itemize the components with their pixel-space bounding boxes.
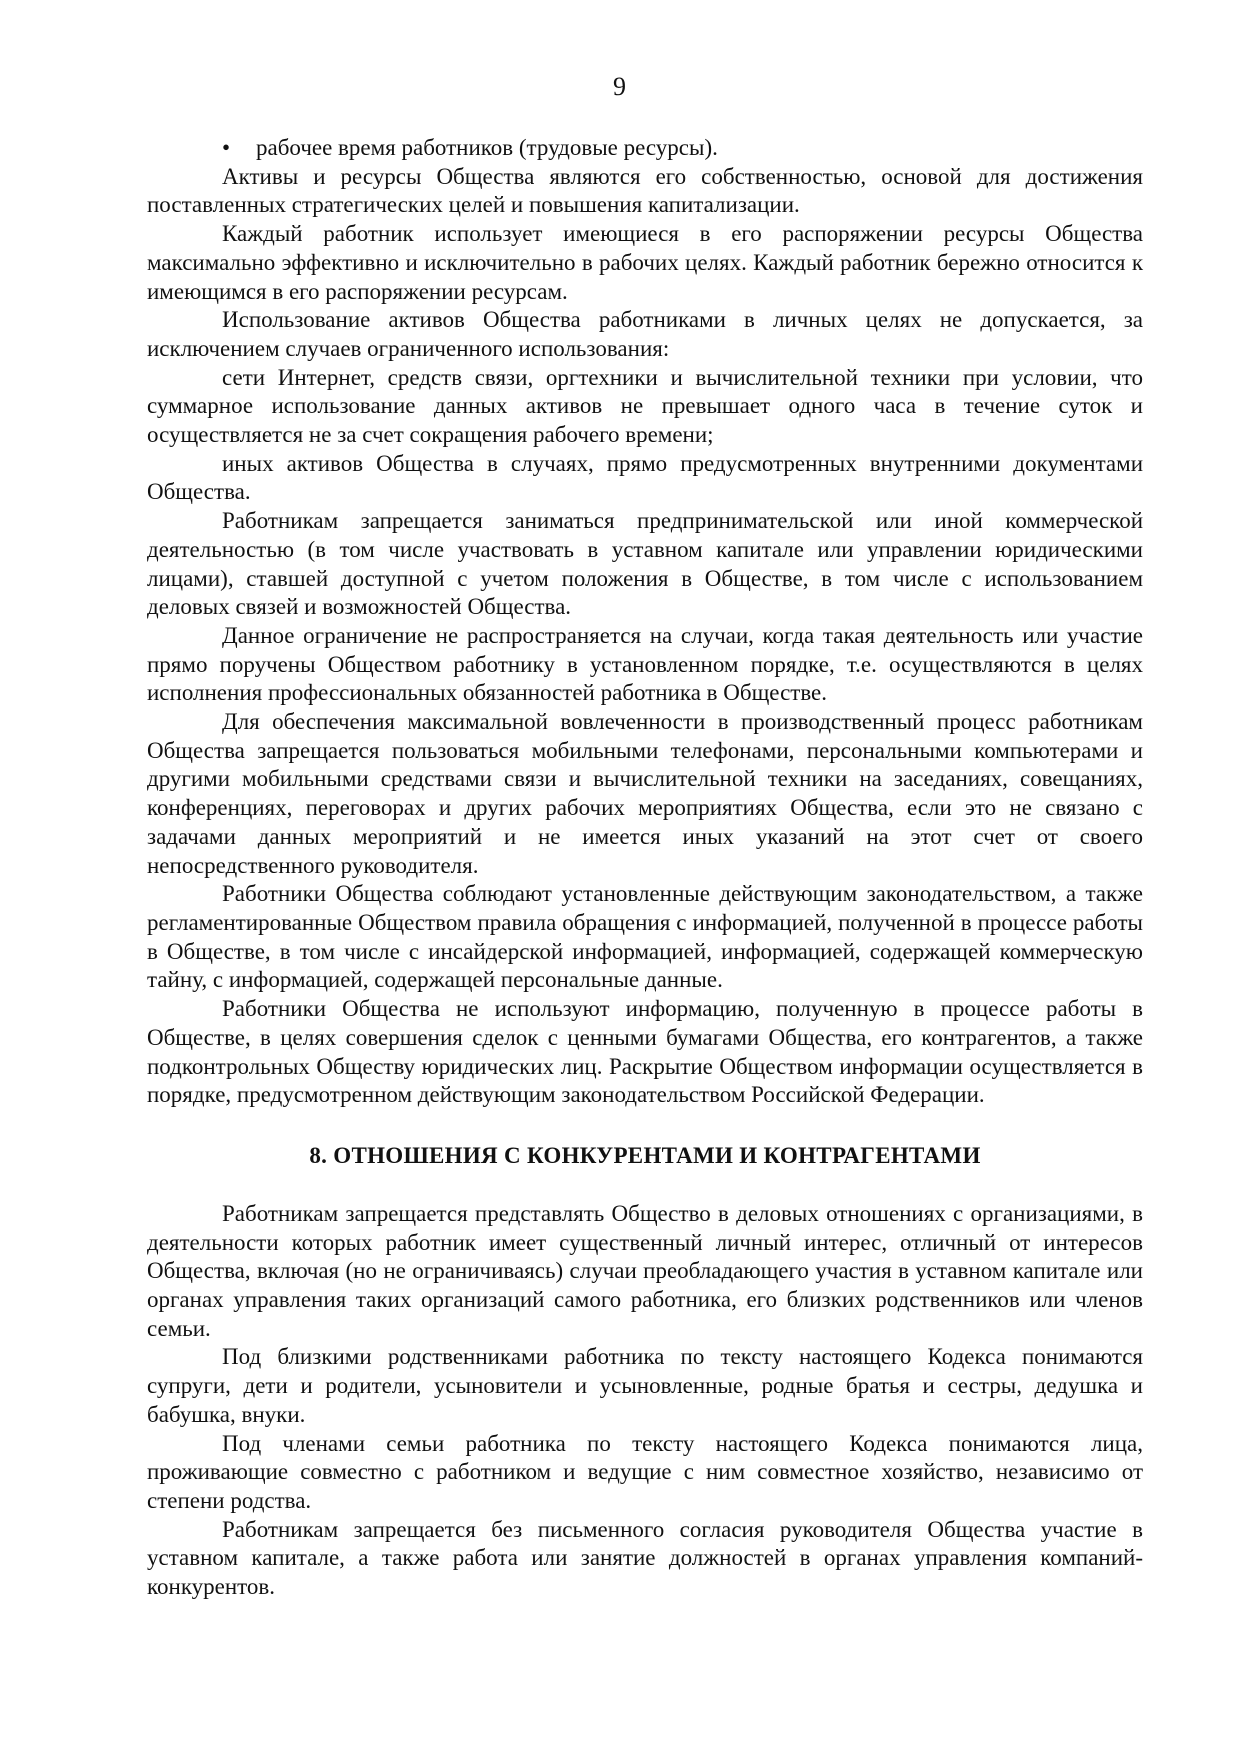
paragraph: Активы и ресурсы Общества являются его собственностью, основой для достижения поставленных стратегических целей и повышения капитализации. xyxy=(147,163,1143,218)
paragraph: Работники Общества не используют информацию, полученную в процессе работы в Обществе, в целях совершения сделок с ценными бумагами Общества, его контрагентов, а также подконтрольных Обществу юридических лиц. Раскрытие Обществом информации осуществляется в порядке, предусмотренном действующим законодательством Российской Федерации. xyxy=(147,996,1143,1108)
paragraph: Работникам запрещается заниматься предпринимательской или иной коммерческой деятельностью (в том числе участвовать в уставном капитале или управлении юридическими лицами), ставшей доступной с учетом положения в Обществе, в том числе с использованием деловых связей и возможностей Общества. xyxy=(147,508,1143,620)
bullet-item xyxy=(147,134,1143,163)
bullet-marker: • xyxy=(222,135,231,160)
paragraph: Работники Общества соблюдают установленные действующим законодательством, а также регламентированные Обществом правила обращения с информацией, полученной в процессе работы в Обществе, в том числе с инсайдерской информацией, информацией, содержащей коммерческую тайну, с информацией, содержащей персональные данные. xyxy=(147,881,1143,993)
document-body xyxy=(147,134,1143,1602)
paragraph: сети Интернет, средств связи, оргтехники и вычислительной техники при условии, что суммарное использование данных активов не превышает одного часа в течение суток и осуществляется не за счет сокращения рабочего времени; xyxy=(147,364,1143,448)
paragraph: Под близкими родственниками работника по тексту настоящего Кодекса понимаются супруги, дети и родители, усыновители и усыновленные, родные братья и сестры, дедушка и бабушка, внуки. xyxy=(147,1344,1143,1427)
page-number: 9 xyxy=(613,72,626,101)
paragraph: Под членами семьи работника по тексту настоящего Кодекса понимаются лица, проживающие совместно с работником и ведущие с ним совместное хозяйство, независимо от степени родства. xyxy=(147,1430,1143,1513)
paragraph: Для обеспечения максимальной вовлеченности в производственный процесс работникам Общества запрещается пользоваться мобильными телефонами, персональными компьютерами и другими мобильными средствами связи и вычислительной техники на заседаниях, совещаниях, конференциях, переговорах и других рабочих мероприятиях Общества, если это не связано с задачами данных мероприятий и не имеется иных указаний на этот счет от своего непосредственного руководителя. xyxy=(147,709,1143,878)
paragraph: Каждый работник использует имеющиеся в его распоряжении ресурсы Общества максимально эффективно и исключительно в рабочих целях. Каждый работник бережно относится к имеющимся в его распоряжении ресурсам. xyxy=(147,221,1143,304)
paragraph: Работникам запрещается представлять Общество в деловых отношениях с организациями, в деятельности которых работник имеет существенный личный интерес, отличный от интересов Общества, включая (но не ограничиваясь) случаи преобладающего участия в уставном капитале или органах управления таких организаций самого работника, его близких родственников или членов семьи. xyxy=(147,1200,1143,1341)
paragraph: Использование активов Общества работниками в личных целях не допускается, за исключением случаев ограниченного использования: xyxy=(147,307,1143,361)
paragraph: иных активов Общества в случаях, прямо предусмотренных внутренними документами Общества. xyxy=(147,450,1143,505)
paragraph: Данное ограничение не распространяется на случаи, когда такая деятельность или участие прямо поручены Обществом работнику в установленном порядке, т.е. осуществляются в целях исполнения профессиональных обязанностей работника в Обществе. xyxy=(147,622,1143,706)
bullet-text: рабочее время работников (трудовые ресурсы). xyxy=(256,135,718,160)
section-heading: 8. ОТНОШЕНИЯ С КОНКУРЕНТАМИ И КОНТРАГЕНТАМИ xyxy=(309,1142,981,1168)
paragraph: Работникам запрещается без письменного согласия руководителя Общества участие в уставном капитале, а также работа или занятие должностей в органах управления компаний-конкурентов. xyxy=(147,1516,1143,1600)
